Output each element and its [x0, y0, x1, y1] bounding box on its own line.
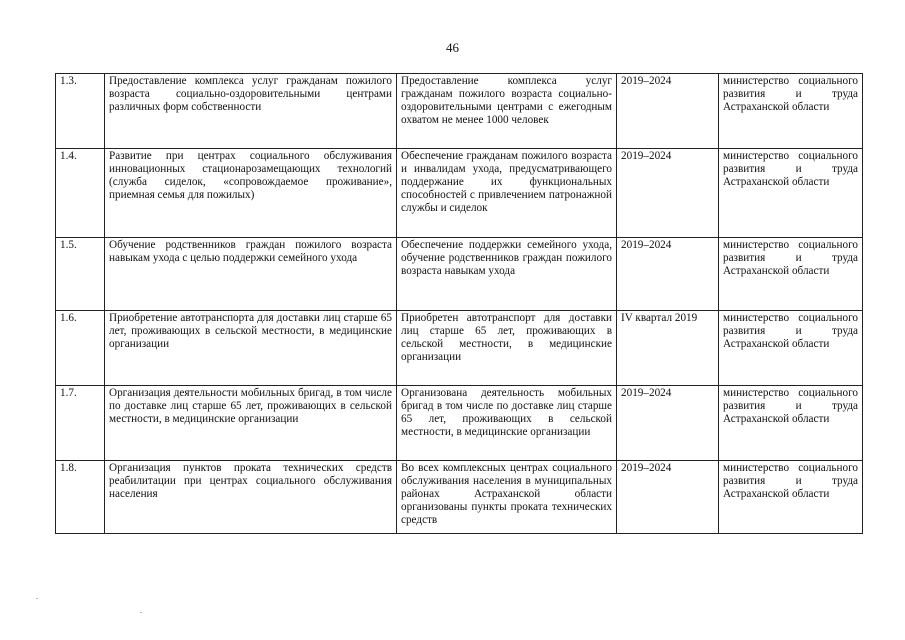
row-number: 1.4.	[56, 149, 105, 238]
row-number: 1.6.	[56, 311, 105, 386]
row-number: 1.3.	[56, 74, 105, 149]
action-plan-table	[55, 73, 863, 534]
result-cell: Обеспечение гражданам пожилого возраста и инвалидам ухода, предусматривающего поддержание их функциональных способностей с привлечением патронажной службы и сиделок	[397, 149, 617, 238]
row-number: 1.8.	[56, 461, 105, 534]
executor-cell: министерство социального развития и труда Астраханской области	[719, 238, 863, 311]
page-number: 46	[446, 40, 459, 55]
executor-cell: министерство социального развития и труда Астраханской области	[719, 74, 863, 149]
table-row	[56, 74, 863, 149]
result-cell: Обеспечение поддержки семейного ухода, обучение родственников граждан пожилого возраста навыкам ухода	[397, 238, 617, 311]
row-number: 1.7.	[56, 386, 105, 461]
table-row	[56, 386, 863, 461]
period-cell: 2019–2024	[617, 386, 719, 461]
measure-cell: Организация деятельности мобильных бригад, в том числе по доставке лиц старше 65 лет, проживающих в сельской местности, в медицинские организации	[105, 386, 397, 461]
table-row	[56, 149, 863, 238]
table-row	[56, 461, 863, 534]
period-cell: IV квартал 2019	[617, 311, 719, 386]
executor-cell: министерство социального развития и труда Астраханской области	[719, 311, 863, 386]
table-row	[56, 238, 863, 311]
measure-cell: Предоставление комплекса услуг гражданам пожилого возраста социально-оздоровительными центрами различных форм собственности	[105, 74, 397, 149]
period-cell: 2019–2024	[617, 149, 719, 238]
period-cell: 2019–2024	[617, 461, 719, 534]
measure-cell: Развитие при центрах социального обслуживания инновационных стационарозамещающих технологий (служба сиделок, «сопровождаемое проживание», приемная семья для пожилых)	[105, 149, 397, 238]
measure-cell: Обучение родственников граждан пожилого возраста навыкам ухода с целью поддержки семейного ухода	[105, 238, 397, 311]
row-number: 1.5.	[56, 238, 105, 311]
result-cell: Во всех комплексных центрах социального обслуживания населения в муниципальных районах Астраханской области организованы пункты проката технических средств	[397, 461, 617, 534]
period-cell: 2019–2024	[617, 74, 719, 149]
scan-speck	[140, 612, 142, 613]
result-cell: Приобретен автотранспорт для доставки лиц старше 65 лет, проживающих в сельской местности, в медицинские организации	[397, 311, 617, 386]
result-cell: Организована деятельность мобильных бригад в том числе по доставке лиц старше 65 лет, проживающих в сельской местности, в медицинские организации	[397, 386, 617, 461]
table-row	[56, 311, 863, 386]
executor-cell: министерство социального развития и труда Астраханской области	[719, 386, 863, 461]
period-cell: 2019–2024	[617, 238, 719, 311]
result-cell: Предоставление комплекса услуг гражданам пожилого возраста социально-оздоровительными центрами с ежегодным охватом не менее 1000 человек	[397, 74, 617, 149]
measure-cell: Приобретение автотранспорта для доставки лиц старше 65 лет, проживающих в сельской местности, в медицинские организации	[105, 311, 397, 386]
scan-speck	[36, 598, 38, 599]
executor-cell: министерство социального развития и труда Астраханской области	[719, 149, 863, 238]
measure-cell: Организация пунктов проката технических средств реабилитации при центрах социального обслуживания населения	[105, 461, 397, 534]
executor-cell: министерство социального развития и труда Астраханской области	[719, 461, 863, 534]
